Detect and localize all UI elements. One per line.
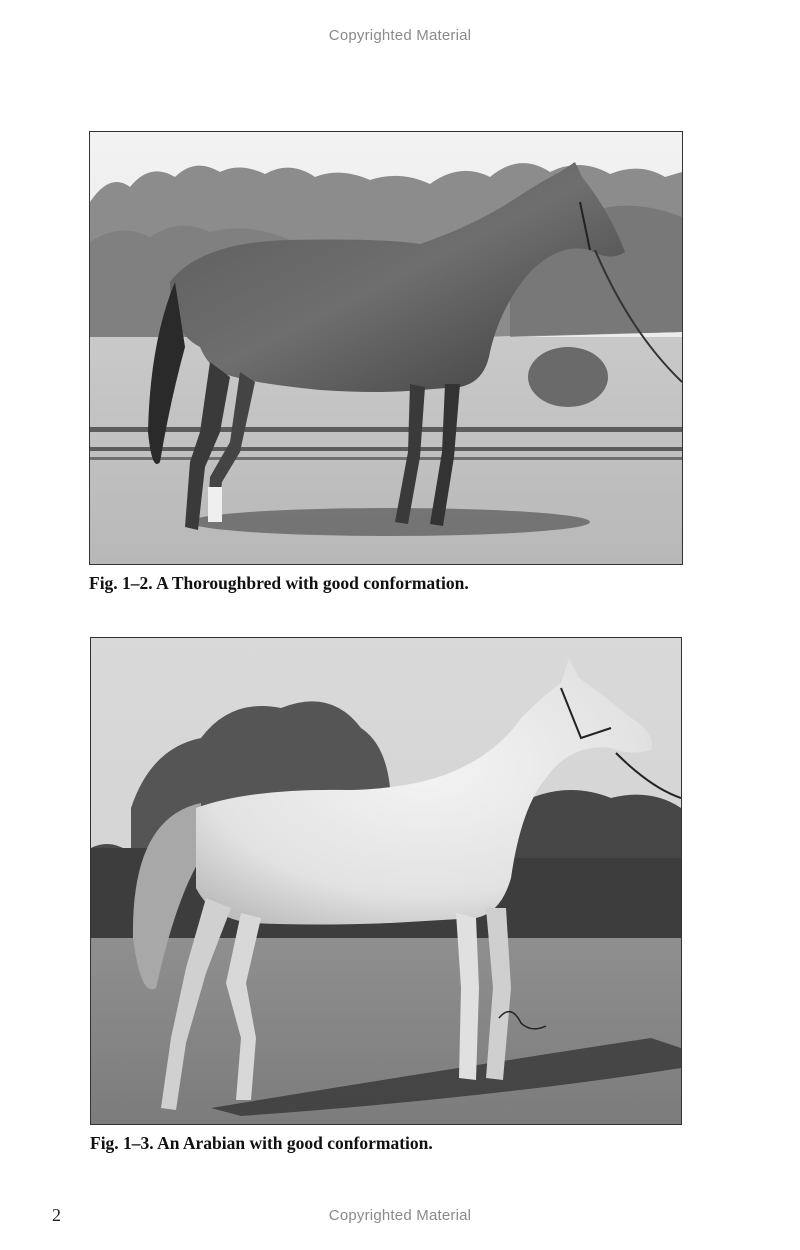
copyright-watermark-bottom: Copyrighted Material bbox=[328, 1207, 472, 1224]
thoroughbred-photo bbox=[89, 131, 683, 565]
figure-caption-arabian: Fig. 1–3. An Arabian with good conformation. bbox=[90, 1133, 433, 1153]
page-number: 2 bbox=[52, 1205, 61, 1225]
copyright-watermark-top: Copyrighted Material bbox=[328, 27, 472, 44]
thoroughbred-illustration bbox=[90, 132, 682, 564]
figure-caption-thoroughbred: Fig. 1–2. A Thoroughbred with good conformation. bbox=[89, 573, 469, 593]
arabian-illustration bbox=[91, 638, 681, 1124]
arabian-photo bbox=[90, 637, 682, 1125]
